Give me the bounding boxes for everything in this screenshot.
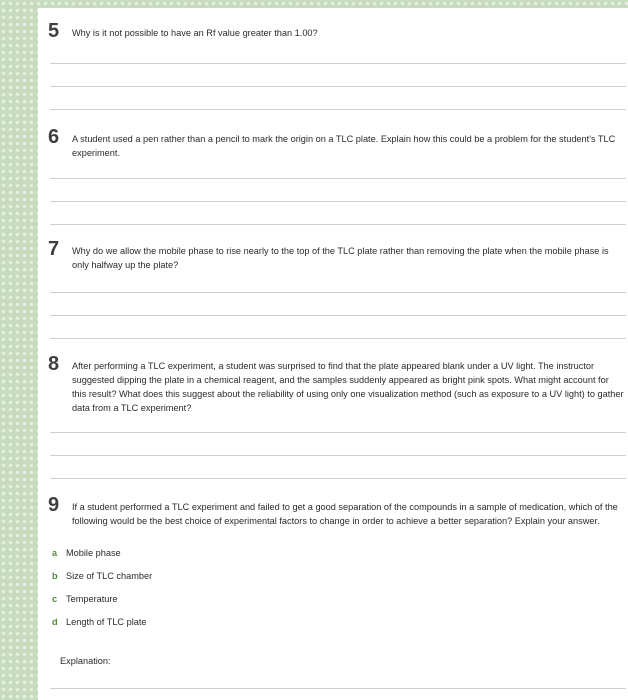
answer-line[interactable] <box>50 688 626 689</box>
option-d[interactable] <box>52 617 147 627</box>
answer-line[interactable] <box>50 338 626 339</box>
answer-line[interactable] <box>50 63 626 64</box>
option-letter: a <box>52 548 58 558</box>
answer-line[interactable] <box>50 178 626 179</box>
question-9 <box>48 494 624 528</box>
answer-line[interactable] <box>50 292 626 293</box>
question-text: Why do we allow the mobile phase to rise nearly to the top of the TLC plate rather than removing the plate when the mobile phase is only halfway up the plate? <box>72 246 609 270</box>
question-text: If a student performed a TLC experiment and failed to get a good separation of the compounds in a sample of medication, which of the following would be the best choice of experimental factors to change in order to achieve a better separation? Explain your answer. <box>72 502 618 526</box>
explanation-label: Explanation: <box>60 656 111 666</box>
question-8 <box>48 353 624 415</box>
question-text: A student used a pen rather than a pencil to mark the origin on a TLC plate. Explain how this could be a problem for the student's TLC experiment. <box>72 134 616 158</box>
question-number: 9 <box>48 494 60 516</box>
option-letter: c <box>52 594 58 604</box>
question-text: After performing a TLC experiment, a student was surprised to find that the plate appeared blank under a UV light. The instructor suggested dipping the plate in a chemical reagent, and the samples suddenly appeared as bright pink spots. What might account for this result? What does this suggest about the reliability of using only one visualization method (such as exposure to a UV light) to gather data from a TLC experiment? <box>72 361 624 413</box>
question-number: 6 <box>48 126 60 148</box>
answer-line[interactable] <box>50 86 626 87</box>
option-text: Temperature <box>66 594 118 604</box>
question-number: 8 <box>48 353 60 375</box>
option-b[interactable] <box>52 571 152 581</box>
question-number: 5 <box>48 20 60 42</box>
option-text: Mobile phase <box>66 548 121 558</box>
option-letter: b <box>52 571 58 581</box>
answer-line[interactable] <box>50 478 626 479</box>
decorative-top-border <box>0 0 628 8</box>
answer-line[interactable] <box>50 432 626 433</box>
decorative-left-border <box>0 0 38 700</box>
worksheet-page <box>38 8 628 700</box>
option-a[interactable] <box>52 548 121 558</box>
answer-line[interactable] <box>50 109 626 110</box>
option-text: Length of TLC plate <box>66 617 147 627</box>
option-c[interactable] <box>52 594 118 604</box>
answer-line[interactable] <box>50 224 626 225</box>
option-text: Size of TLC chamber <box>66 571 153 581</box>
question-number: 7 <box>48 238 60 260</box>
question-5 <box>48 20 624 42</box>
answer-line[interactable] <box>50 315 626 316</box>
option-letter: d <box>52 617 58 627</box>
question-6 <box>48 126 624 160</box>
question-7 <box>48 238 624 272</box>
question-text: Why is it not possible to have an Rf value greater than 1.00? <box>72 28 318 38</box>
answer-line[interactable] <box>50 201 626 202</box>
answer-line[interactable] <box>50 455 626 456</box>
